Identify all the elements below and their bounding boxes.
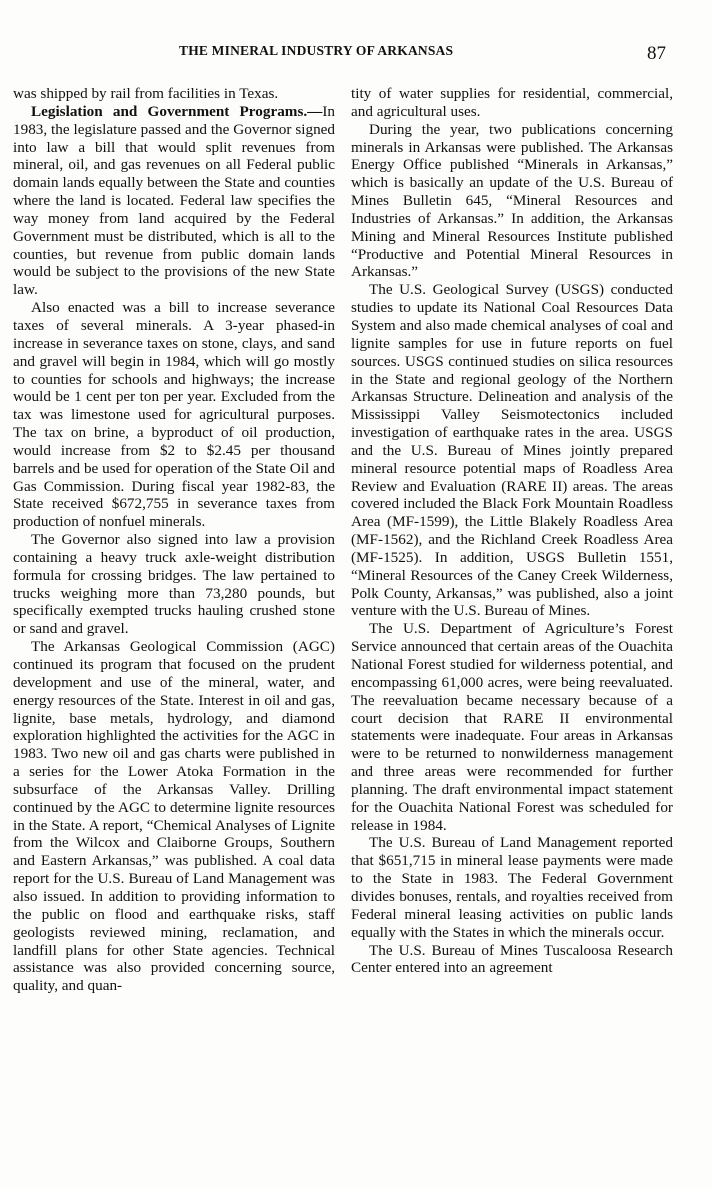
paragraph-legislation-text: In 1983, the legislature passed and the Governor signed into law a bill that would split revenues from mineral, oil, and gas revenues on all Federal public domain lands equally between the State and counties where the land is located. Federal law specifies the way money from land acquired by the Federal Government must be distributed, which is all to the counties, but revenue from public domain lands would be subject to the provisions of the new State law. bbox=[13, 102, 335, 299]
running-title: THE MINERAL INDUSTRY OF ARKANSAS bbox=[179, 43, 454, 58]
paragraph-truck-law: The Governor also signed into law a provision containing a heavy truck axle-weight distribution formula for crossing bridges. The law pertained to trucks weighing more than 73,280 pounds, but specifically exempted trucks hauling crushed stone or sand and gravel. bbox=[13, 531, 335, 638]
paragraph-agc: The Arkansas Geological Commission (AGC) continued its program that focused on the prudent development and use of the mineral, water, and energy resources of the State. Interest in oil and gas, lignite, base metals, hydrology, and diamond exploration highlighted the activities for the AGC in 1983. Two new oil and gas charts were published in a series for the Lower Atoka Formation in the subsurface of the Arkansas Valley. Drilling continued by the AGC to determine lignite resources in the State. A report, “Chemical Analyses of Lignite from the Wilcox and Claiborne Groups, Southern and Eastern Arkansas,” was published. A coal data report for the U.S. Bureau of Land Management was also issued. In addition to providing information to the public on flood and earthquake risks, staff geologists reviewed mining, reclamation, and landfill plans for other State agencies. Technical assistance was also provided concerning source, quality, and quan- bbox=[13, 638, 335, 995]
left-column bbox=[13, 85, 335, 995]
page-number: 87 bbox=[647, 43, 666, 64]
paragraph-tuscaloosa: The U.S. Bureau of Mines Tuscaloosa Research Center entered into an agreement bbox=[351, 941, 673, 977]
paragraph-forest-service: The U.S. Department of Agriculture’s Forest Service announced that certain areas of the Ouachita National Forest studied for wilderness potential, and encompassing 61,000 acres, were being reevaluated. The reevaluation became necessary because of a court decision that RARE II environmental statements were inadequate. Four areas in Arkansas were to be returned to nonwilderness management and three areas were recommended for further planning. The draft environmental impact statement for the Ouachita National Forest was scheduled for release in 1984. bbox=[351, 620, 673, 834]
paragraph-publications: During the year, two publications concerning minerals in Arkansas were published. The Arkansas Energy Office published “Minerals in Arkansas,” which is basically an update of the U.S. Bureau of Mines Bulletin 645, “Mineral Resources and Industries of Arkansas.” In addition, the Arkansas Mining and Mineral Resources Institute published “Productive and Potential Mineral Resources in Arkansas.” bbox=[351, 120, 673, 281]
paragraph-severance-taxes: Also enacted was a bill to increase severance taxes of several minerals. A 3-year phased-in increase in severance taxes on stone, clays, and sand and gravel will begin in 1984, which will go mostly to counties for schools and highways; the increase would be 1 cent per ton per year. Excluded from the tax was limestone used for agricultural purposes. The tax on brine, a byproduct of oil production, would increase from $2 to $2.45 per thousand barrels and be used for operation of the State Oil and Gas Commission. During fiscal year 1982-83, the State received $672,755 in severance taxes from production of nonfuel minerals. bbox=[13, 299, 335, 531]
paragraph-continuation: tity of water supplies for residential, commercial, and agricultural uses. bbox=[351, 85, 673, 120]
page-header bbox=[0, 40, 712, 70]
paragraph-legislation bbox=[13, 103, 335, 299]
paragraph-continuation: was shipped by rail from facilities in Texas. bbox=[13, 85, 279, 102]
right-column bbox=[351, 85, 673, 977]
paragraph-blm: The U.S. Bureau of Land Management reported that $651,715 in mineral lease payments were made to the State in 1983. The Federal Government divides bonuses, rentals, and royalties received from Federal mineral leasing activities on public lands equally with the States in which the minerals occur. bbox=[351, 834, 673, 941]
paragraph-usgs: The U.S. Geological Survey (USGS) conducted studies to update its National Coal Resources Data System and also made chemical analyses of coal and lignite samples for use in future reports on fuel sources. USGS continued studies on silica resources in the State and regional geology of the Northern Arkansas Structure. Delineation and analysis of the Mississippi Valley Seismotectonics included investigation of earthquake rates in the area. USGS and the U.S. Bureau of Mines jointly prepared mineral resource potential maps of Roadless Area Review and Evaluation (RARE II) areas. The areas covered included the Black Fork Mountain Roadless Area (MF-1599), the Little Blakely Roadless Area (MF-1562), and the Richland Creek Roadless Area (MF-1525). In addition, USGS Bulletin 1551, “Mineral Resources of the Caney Creek Wilderness, Polk County, Arkansas,” was published, also a joint venture with the U.S. Bureau of Mines. bbox=[351, 281, 673, 620]
section-heading-legislation: Legislation and Government Programs.— bbox=[31, 102, 323, 120]
